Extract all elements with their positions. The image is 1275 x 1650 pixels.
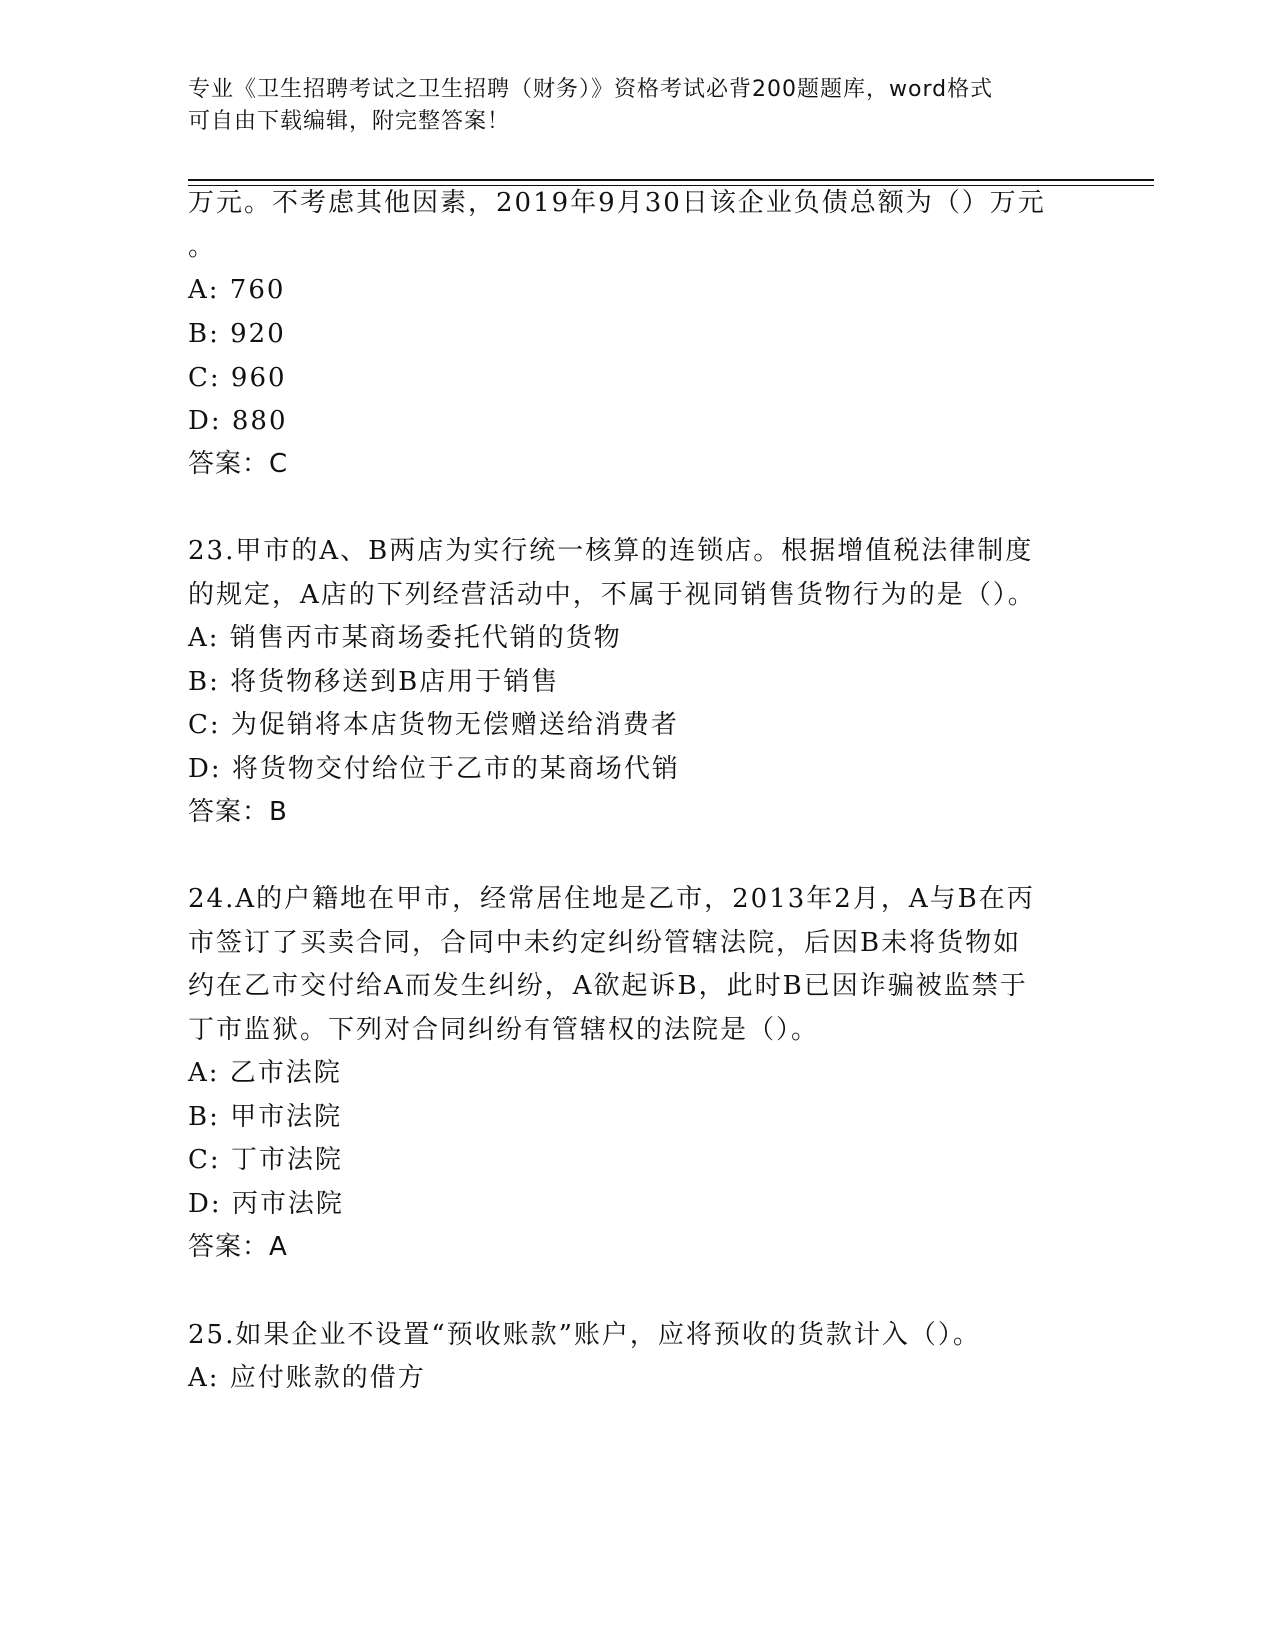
q24-text-line-4: 丁市监狱。下列对合同纠纷有管辖权的法院是（）。 (188, 1015, 820, 1045)
q24-option-c: C: 丁市法院 (188, 1145, 343, 1175)
q22-text-line-2: 。 (188, 232, 217, 262)
q22-text-line-1: 万元。不考虑其他因素，2019年9月30日该企业负债总额为（）万元 (188, 188, 1046, 218)
header-line-1: 专业《卫生招聘考试之卫生招聘（财务）》资格考试必背200题题库，word格式 (188, 77, 994, 102)
q24-option-a: A: 乙市法院 (188, 1058, 342, 1088)
q23-option-a: A: 销售丙市某商场委托代销的货物 (188, 623, 622, 653)
q24-option-b: B: 甲市法院 (188, 1102, 343, 1132)
q22-option-d: D: 880 (188, 406, 288, 436)
header-divider-thick (188, 179, 1154, 181)
q22-option-a: A: 760 (188, 275, 286, 305)
q23-answer: 答案：B (188, 797, 288, 827)
header-line-2: 可自由下载编辑，附完整答案！ (188, 109, 511, 134)
q24-text-line-3: 约在乙市交付给A而发生纠纷，A欲起诉B，此时B已因诈骗被监禁于 (188, 971, 1028, 1001)
q24-text-line-1: 24.A的户籍地在甲市，经常居住地是乙市，2013年2月，A与B在丙 (188, 884, 1035, 914)
q23-option-b: B: 将货物移送到B店用于销售 (188, 667, 560, 697)
q22-option-c: C: 960 (188, 363, 287, 393)
q23-option-c: C: 为促销将本店货物无偿赠送给消费者 (188, 710, 679, 740)
q22-option-b: B: 920 (188, 319, 286, 349)
q24-text-line-2: 市签订了买卖合同，合同中未约定纠纷管辖法院，后因B未将货物如 (188, 928, 1022, 958)
q23-text-line-2: 的规定，A店的下列经营活动中，不属于视同销售货物行为的是（）。 (188, 580, 1036, 610)
q22-answer: 答案：C (188, 449, 289, 479)
q24-answer: 答案：A (188, 1232, 288, 1262)
document-header (188, 74, 1088, 138)
q23-text-line-1: 23.甲市的A、B两店为实行统一核算的连锁店。根据增值税法律制度 (188, 536, 1034, 566)
q25-text-line-1: 25.如果企业不设置“预收账款”账户，应将预收的货款计入（）。 (188, 1320, 981, 1350)
q23-option-d: D: 将货物交付给位于乙市的某商场代销 (188, 754, 680, 784)
q25-option-a: A: 应付账款的借方 (188, 1363, 426, 1393)
q24-option-d: D: 丙市法院 (188, 1189, 344, 1219)
